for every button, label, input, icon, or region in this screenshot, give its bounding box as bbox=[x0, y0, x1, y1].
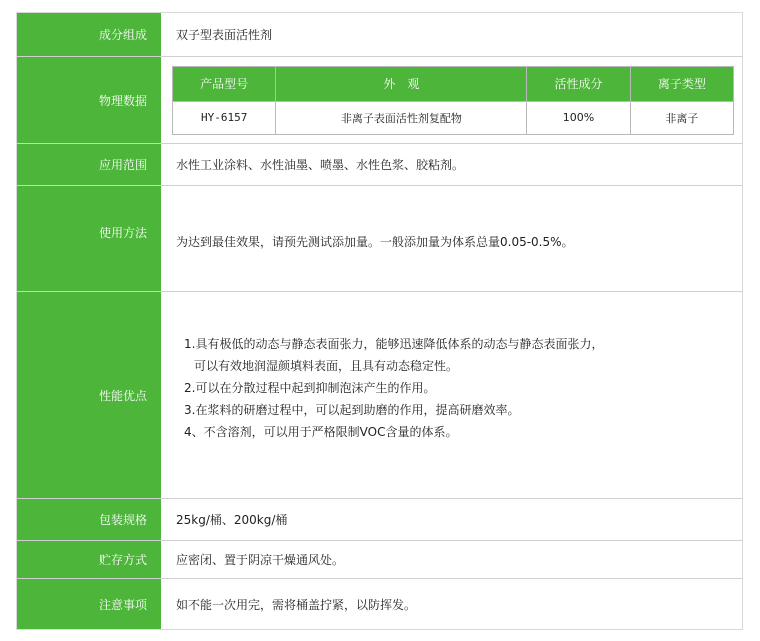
row-storage bbox=[17, 541, 742, 579]
row-notes bbox=[17, 579, 742, 629]
table-header-row bbox=[173, 66, 734, 101]
header-appearance: 外 观 bbox=[276, 66, 527, 101]
list-item: 可以有效地润湿颜填料表面，且具有动态稳定性。 bbox=[194, 359, 459, 373]
row-usage bbox=[17, 186, 742, 292]
header-ion-type: 离子类型 bbox=[630, 66, 733, 101]
product-spec-sheet bbox=[16, 12, 743, 630]
application-label: 应用范围 bbox=[17, 144, 162, 185]
cell-ion-type: 非离子 bbox=[630, 101, 733, 134]
cell-model: HY-6157 bbox=[173, 101, 276, 134]
usage-label: 使用方法 bbox=[17, 186, 162, 291]
performance-label: 性能优点 bbox=[17, 292, 162, 498]
row-physical-data bbox=[17, 57, 742, 144]
notes-value: 如不能一次用完，需将桶盖拧紧，以防挥发。 bbox=[176, 597, 417, 612]
cell-appearance: 非离子表面活性剂复配物 bbox=[276, 101, 527, 134]
header-model: 产品型号 bbox=[173, 66, 276, 101]
list-item: 1.具有极低的动态与静态表面张力，能够迅速降低体系的动态与静态表面张力， bbox=[184, 337, 604, 351]
packaging-value: 25kg/桶、200kg/桶 bbox=[176, 513, 288, 527]
table-row bbox=[173, 101, 734, 134]
row-packaging bbox=[17, 499, 742, 541]
application-value: 水性工业涂料、水性油墨、喷墨、水性色浆、胶粘剂。 bbox=[176, 158, 465, 172]
physical-data-table bbox=[172, 66, 734, 135]
list-item: 2.可以在分散过程中起到抑制泡沫产生的作用。 bbox=[184, 381, 436, 395]
list-item: 3.在浆料的研磨过程中，可以起到助磨的作用，提高研磨效率。 bbox=[184, 403, 520, 417]
packaging-label: 包装规格 bbox=[17, 499, 162, 540]
composition-value: 双子型表面活性剂 bbox=[176, 28, 273, 42]
notes-label: 注意事项 bbox=[17, 579, 162, 629]
storage-value: 应密闭、置于阴凉干燥通风处。 bbox=[176, 553, 345, 567]
physical-data-label: 物理数据 bbox=[17, 57, 162, 143]
usage-value: 为达到最佳效果，请预先测试添加量。一般添加量为体系总量0.05-0.5%。 bbox=[176, 235, 574, 249]
performance-list bbox=[184, 333, 603, 443]
cell-active-content: 100% bbox=[527, 101, 630, 134]
storage-label: 贮存方式 bbox=[17, 541, 162, 578]
performance-value bbox=[162, 292, 742, 498]
list-item: 4、不含溶剂，可以用于严格限制VOC含量的体系。 bbox=[184, 425, 458, 439]
header-active-content: 活性成分 bbox=[527, 66, 630, 101]
row-performance bbox=[17, 292, 742, 499]
composition-label: 成分组成 bbox=[17, 13, 162, 56]
physical-data-value bbox=[162, 57, 742, 143]
row-composition bbox=[17, 13, 742, 57]
row-application bbox=[17, 144, 742, 186]
